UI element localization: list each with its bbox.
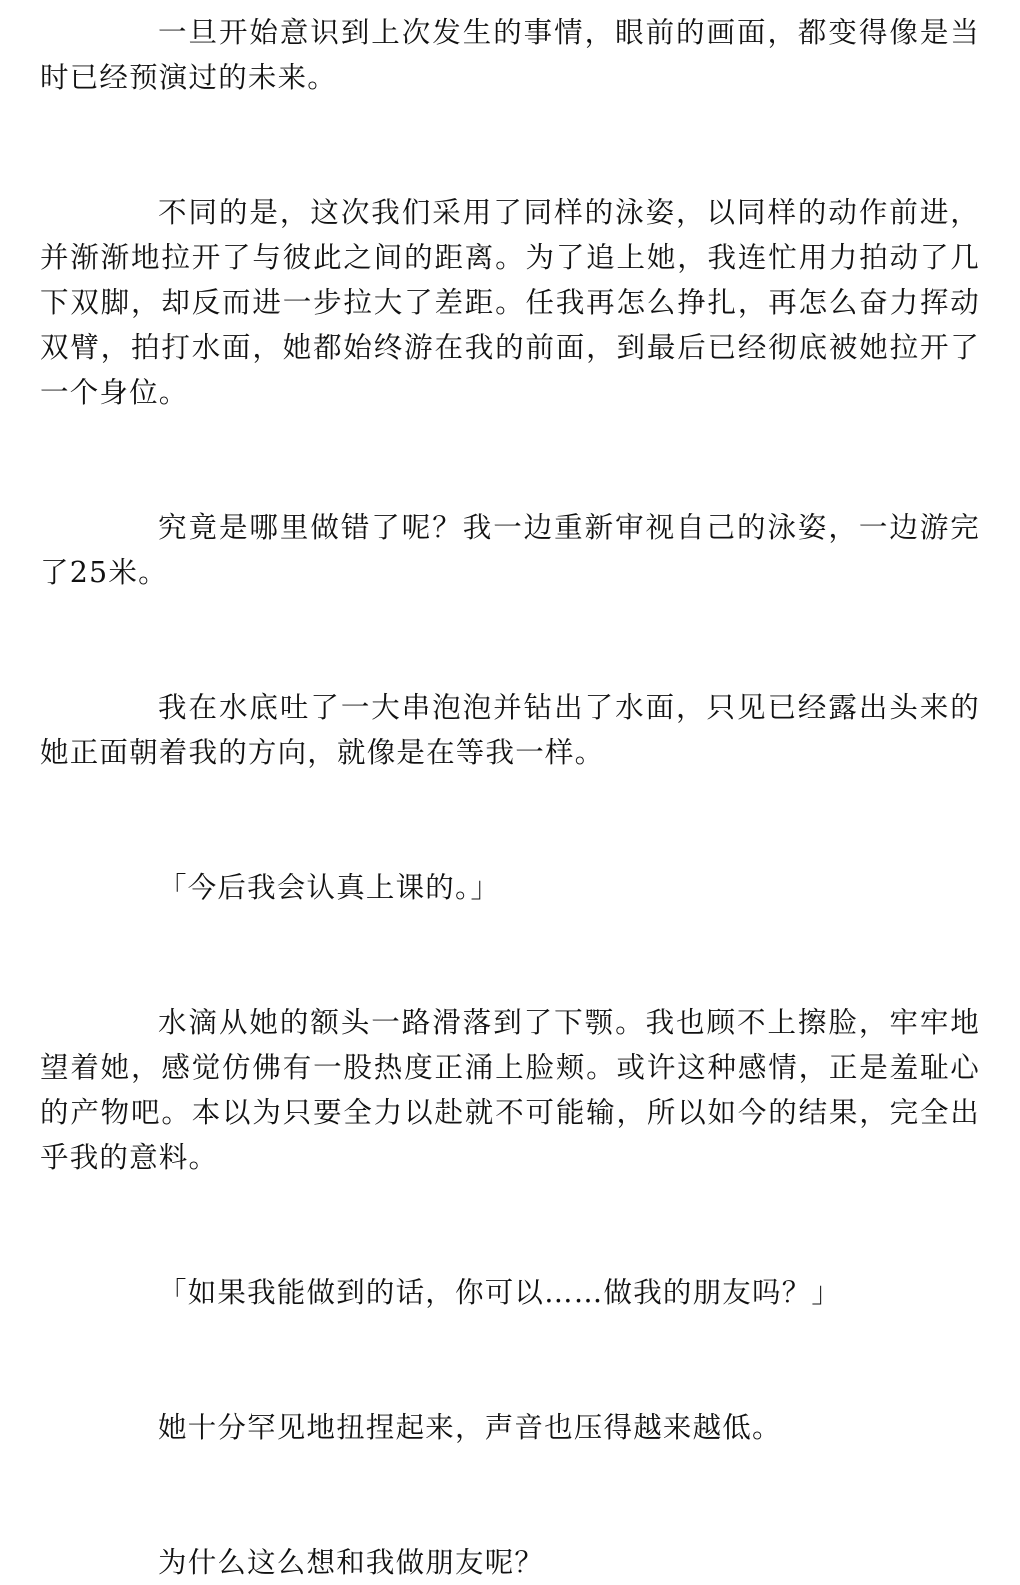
paragraph-gap — [40, 415, 980, 505]
document-page — [40, 10, 980, 1585]
dialogue-2: 「如果我能做到的话，你可以……做我的朋友吗？」 — [158, 1276, 842, 1309]
paragraph-gap — [40, 910, 980, 1000]
paragraph-3: 究竟是哪里做错了呢？我一边重新审视自己的泳姿，一边游完了25米。 — [40, 511, 980, 589]
paragraph-gap — [40, 595, 980, 685]
paragraph-4: 我在水底吐了一大串泡泡并钻出了水面，只见已经露出头来的她正面朝着我的方向，就像是在等我一样。 — [40, 691, 980, 769]
paragraph-gap — [40, 1180, 980, 1270]
dialogue-1: 「今后我会认真上课的。」 — [158, 871, 501, 904]
paragraph-7: 为什么这么想和我做朋友呢？ — [158, 1546, 545, 1579]
paragraph-gap — [40, 775, 980, 865]
paragraph-gap — [40, 1450, 980, 1540]
paragraph-6: 她十分罕见地扭捏起来，声音也压得越来越低。 — [158, 1411, 782, 1444]
paragraph-gap — [40, 1315, 980, 1405]
paragraph-gap — [40, 100, 980, 190]
paragraph-5: 水滴从她的额头一路滑落到了下颚。我也顾不上擦脸，牢牢地望着她，感觉仿佛有一股热度正涌上脸颊。或许这种感情，正是羞耻心的产物吧。本以为只要全力以赴就不可能输，所以如今的结果，完全出乎我的意料。 — [40, 1006, 980, 1174]
paragraph-2: 不同的是，这次我们采用了同样的泳姿，以同样的动作前进，并渐渐地拉开了与彼此之间的距离。为了追上她，我连忙用力拍动了几下双脚，却反而进一步拉大了差距。任我再怎么挣扎，再怎么奋力挥动双臂，拍打水面，她都始终游在我的前面，到最后已经彻底被她拉开了一个身位。 — [40, 196, 980, 409]
paragraph-1: 一旦开始意识到上次发生的事情，眼前的画面，都变得像是当时已经预演过的未来。 — [40, 16, 980, 94]
